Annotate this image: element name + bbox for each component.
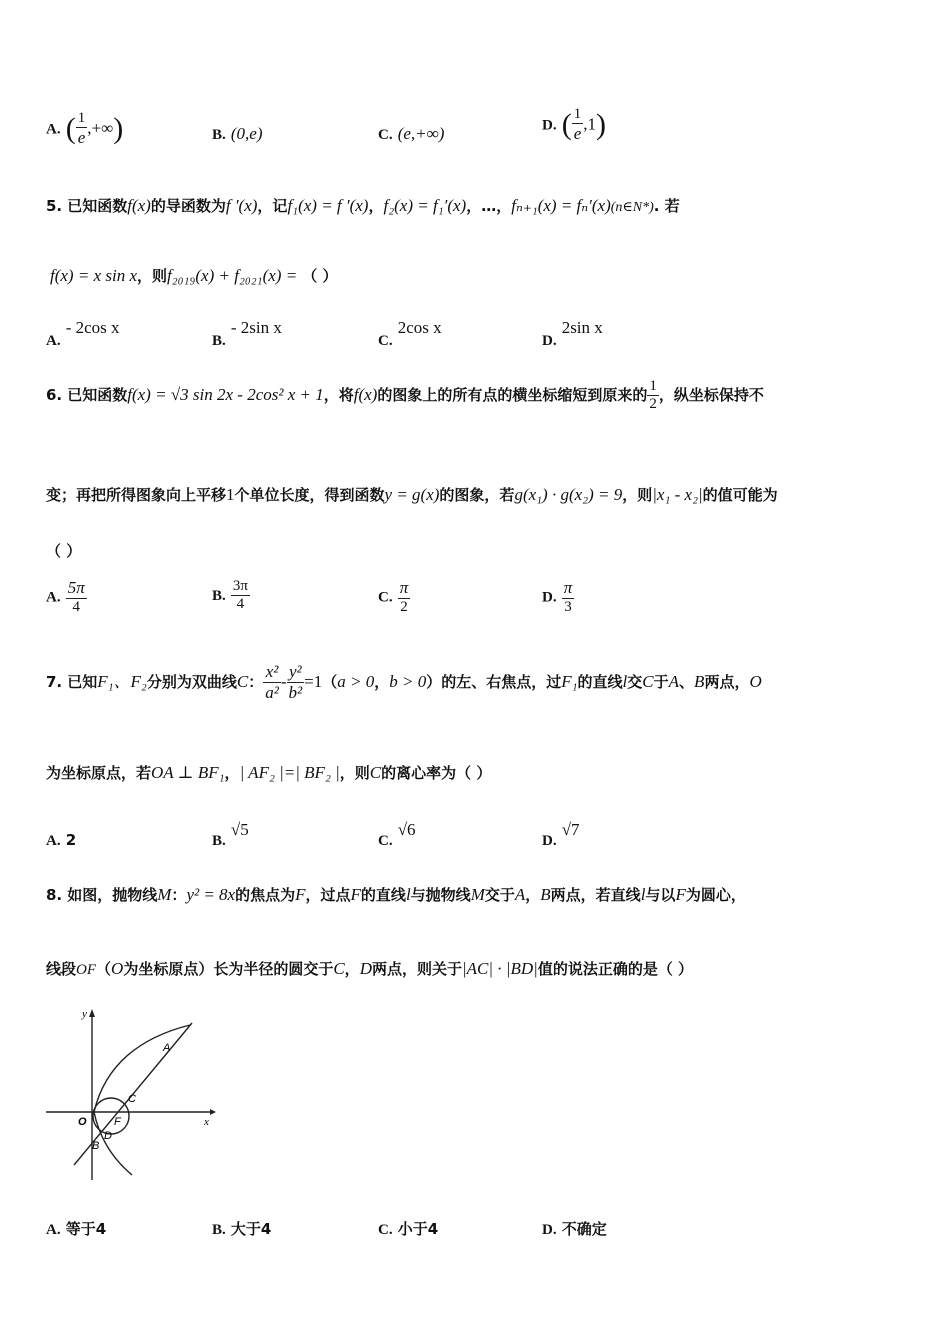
q8-line-1: 8. 如图，抛物线M：y² = 8x的焦点为F，过点F的直线l与抛物线M交于A，B两点，若直线l与以F为圆心，: [46, 885, 746, 904]
question-number: 8.: [46, 886, 63, 904]
label-y: y: [82, 1008, 87, 1020]
formula: C: [369, 763, 382, 782]
formula: O: [749, 672, 762, 691]
q6-option-c[interactable]: [378, 578, 410, 616]
option-label: B.: [212, 127, 226, 143]
formula: OF: [76, 962, 97, 978]
fraction: $\frac{\pi}{3}$: [563, 578, 573, 615]
q5-line-2: f(x) = x sin x，则f₂₀₁₉(x) + f₂₀₂₁(x) = （ ）: [50, 266, 338, 285]
q7-option-a[interactable]: [46, 830, 76, 850]
formula: D: [359, 959, 372, 978]
formula: M: [157, 885, 172, 904]
formula: f ′(x): [225, 196, 258, 215]
option-value: - 2sin x: [230, 318, 282, 337]
fraction: $\frac{5\pi}{4}$: [67, 578, 85, 615]
x-axis-arrow: [210, 1109, 216, 1115]
formula: |x₁ - x₂|: [652, 485, 703, 504]
fraction: $\frac{1}{e}$: [573, 106, 582, 143]
option-label: A.: [46, 333, 61, 349]
formula: fₙ₊₁(x) = fₙ′(x): [511, 196, 611, 215]
fraction: $\frac{\pi}{2}$: [399, 578, 409, 615]
parabola-figure: [40, 1005, 220, 1185]
q4-option-d[interactable]: D. ( $\frac{1}{e}$ ,1): [542, 106, 606, 143]
formula: b > 0: [389, 672, 427, 691]
label-B: B: [92, 1140, 100, 1152]
q4-option-a[interactable]: A. ( $\frac{1}{e}$ ,+∞): [46, 110, 124, 147]
formula: (n∈N*): [610, 200, 654, 215]
q8-option-b[interactable]: [212, 1218, 271, 1239]
formula: f₂(x) = f₁′(x): [383, 196, 467, 215]
option-label: B.: [212, 1222, 226, 1238]
option-value: 2: [65, 831, 77, 849]
option-label: D.: [542, 117, 557, 134]
option-label: C.: [378, 833, 393, 849]
option-label: D.: [542, 1222, 557, 1238]
q6-line-3: [46, 540, 81, 561]
formula: f(x): [353, 385, 378, 404]
question-number: 7.: [46, 673, 63, 691]
option-label: A.: [46, 1222, 61, 1238]
option-value: √7: [561, 820, 580, 839]
q6-line-1: 6. 已知函数f(x) = √3 sin 2x - 2cos² x + 1，将f(x)的图象上的所有点的横坐标缩短到原来的 $\frac{1}{2}$ ，纵坐标保持不: [46, 378, 764, 412]
option-value: 2cos x: [397, 318, 442, 337]
option-value: (0,e): [230, 124, 263, 143]
option-value: √6: [397, 820, 416, 839]
label-x: x: [204, 1116, 209, 1128]
q5-line-1: 5. 已知函数f(x)的导函数为f ′(x)，记f₁(x) = f ′(x)，f₂(x) = f₁′(x)，…，fₙ₊₁(x) = fₙ′(x)(n∈N*). 若: [46, 196, 680, 215]
option-value: 小于4: [397, 1220, 439, 1238]
label-F: F: [114, 1116, 121, 1128]
q7-line-1: 7. 已知F₁、F₂分别为双曲线C： $\frac{\text{x²}}{\text{a²}}$ - $\frac{\text{y²}}{\text{b²}}$ =1（a > 0，b > 0）的左、右焦点，过F₁的直线l交C于A、B两点，O: [46, 662, 762, 702]
option-value: 大于4: [230, 1220, 272, 1238]
fraction: $\frac{\text{x²}}{\text{a²}}$: [265, 662, 279, 702]
interval-tail: ,+∞: [87, 118, 114, 138]
formula: F₁、F₂: [97, 672, 147, 691]
option-label: C.: [378, 127, 393, 143]
formula: |AC| · |BD|: [461, 959, 538, 978]
q7-option-c[interactable]: [378, 820, 416, 849]
answer-blank: （ ）: [302, 267, 338, 285]
formula: l: [405, 885, 411, 904]
formula: l: [622, 672, 628, 691]
q4-option-b[interactable]: [212, 124, 262, 144]
formula: F: [350, 885, 361, 904]
q6-option-a[interactable]: [46, 578, 87, 616]
option-value: √5: [230, 820, 249, 839]
formula: a > 0: [337, 672, 375, 691]
q4-option-c[interactable]: [378, 124, 444, 144]
option-label: A.: [46, 833, 61, 849]
formula: F: [295, 885, 306, 904]
q8-option-d[interactable]: [542, 1218, 607, 1239]
q7-option-b[interactable]: [212, 820, 249, 849]
formula: g(x₁) · g(x₂) = 9: [514, 485, 623, 504]
fraction: $\frac{1}{2}$: [649, 378, 657, 412]
option-value: 2sin x: [561, 318, 603, 337]
formula: | AF₂ |=| BF₂ |: [239, 763, 340, 782]
label-C: C: [128, 1093, 136, 1105]
q6-option-b[interactable]: [212, 578, 250, 613]
formula: l: [640, 885, 646, 904]
formula: f(x): [127, 196, 151, 215]
formula: f₁(x) = f ′(x): [287, 196, 369, 215]
y-axis-arrow: [89, 1009, 95, 1017]
fraction: $\frac{3\pi}{4}$: [232, 578, 248, 612]
label-O: O: [78, 1116, 87, 1128]
option-value: (e,+∞): [397, 124, 445, 143]
q7-line-2: 为坐标原点，若OA ⊥ BF₁，| AF₂ |=| BF₂ |，则C的离心率为（ ）: [46, 763, 492, 782]
formula: M: [470, 885, 485, 904]
q6-line-2: 变；再把所得图象向上平移1个单位长度，得到函数y = g(x)的图象，若g(x₁) · g(x₂) = 9，则|x₁ - x₂|的值可能为: [46, 485, 778, 504]
fraction: $\frac{\text{y²}}{\text{b²}}$: [288, 662, 303, 702]
option-label: D.: [542, 589, 557, 606]
option-label: B.: [212, 588, 226, 604]
formula: O: [111, 959, 124, 978]
formula: f(x) = x sin x: [50, 266, 137, 285]
formula: f(x) = √3 sin 2x - 2cos² x + 1: [127, 385, 324, 404]
q6-option-d[interactable]: [542, 578, 574, 616]
q5-option-b[interactable]: [212, 318, 282, 349]
q8-option-c[interactable]: [378, 1218, 438, 1239]
q7-option-d[interactable]: [542, 820, 580, 849]
q8-option-a[interactable]: [46, 1218, 106, 1239]
option-label: C.: [378, 589, 393, 606]
option-label: B.: [212, 833, 226, 849]
label-A: A: [163, 1042, 171, 1054]
option-label: D.: [542, 333, 557, 349]
option-value: - 2cos x: [65, 318, 120, 337]
option-label: A.: [46, 121, 61, 138]
formula: F₁: [561, 672, 578, 691]
option-label: B.: [212, 333, 226, 349]
formula: OA ⊥ BF₁: [151, 763, 225, 782]
option-label: C.: [378, 333, 393, 349]
option-label: D.: [542, 833, 557, 849]
formula: F: [675, 885, 686, 904]
formula: y² = 8x: [186, 885, 236, 904]
formula: B: [540, 885, 551, 904]
q8-line-2: 线段OF（O为坐标原点）长为半径的圆交于C，D两点，则关于|AC| · |BD|值的说法正确的是（ ）: [46, 959, 694, 978]
answer-blank: （ ）: [46, 542, 82, 560]
parabola-curve: [94, 1025, 190, 1175]
formula: f₂₀₁₉(x) + f₂₀₂₁(x) =: [167, 266, 298, 285]
interval-tail: ,1: [583, 114, 596, 134]
formula: A: [514, 885, 526, 904]
formula: y = g(x): [384, 485, 440, 504]
formula: A: [668, 672, 680, 691]
formula: C: [333, 959, 345, 978]
question-number: 6.: [46, 386, 63, 404]
option-label: C.: [378, 1222, 393, 1238]
label-D: D: [104, 1130, 112, 1142]
q5-option-c[interactable]: [378, 318, 442, 349]
formula: C: [642, 672, 654, 691]
option-value: 不确定: [561, 1220, 607, 1238]
q5-option-d[interactable]: [542, 318, 603, 349]
focus-circle: [93, 1098, 129, 1134]
question-number: 5.: [46, 197, 63, 215]
fraction: $\frac{1}{e}$: [77, 110, 86, 147]
option-label: A.: [46, 589, 61, 606]
q5-option-a[interactable]: [46, 318, 120, 349]
formula: C: [236, 672, 249, 691]
formula: B: [694, 672, 705, 691]
option-value: 等于4: [65, 1220, 107, 1238]
